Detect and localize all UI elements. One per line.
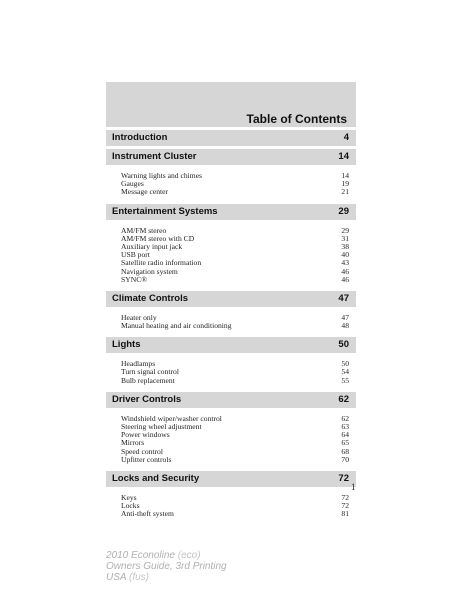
entry-page: 19 — [341, 179, 349, 189]
entry-title: Steering wheel adjustment — [121, 422, 202, 431]
entry-title: Navigation system — [121, 266, 178, 276]
entry-title: Auxiliary input jack — [121, 241, 183, 251]
entry-page: 31 — [341, 233, 349, 243]
entry-page: 40 — [341, 250, 349, 260]
entry-page: 46 — [341, 266, 349, 276]
footer-market: USA — [106, 572, 127, 583]
toc-section-header[interactable] — [106, 471, 356, 487]
entry-page: 55 — [341, 375, 349, 385]
entry-page: 62 — [341, 413, 349, 423]
toc-entry[interactable] — [106, 377, 356, 385]
footer-model-code: (eco) — [177, 550, 201, 561]
footer — [106, 550, 227, 583]
entry-title: Headlamps — [121, 359, 156, 369]
footer-line-2: Owners Guide, 3rd Printing — [106, 561, 227, 572]
section-title: Lights — [112, 339, 141, 351]
toc-section — [106, 337, 356, 392]
toc-section-header[interactable] — [106, 130, 356, 146]
entry-page: 43 — [341, 258, 349, 268]
toc-section-header[interactable] — [106, 204, 356, 220]
entry-title: Heater only — [121, 312, 157, 322]
toc-entry[interactable] — [106, 188, 356, 196]
entry-page: 81 — [341, 509, 349, 519]
entry-page: 29 — [341, 225, 349, 235]
entry-page: 64 — [341, 430, 349, 440]
section-page: 29 — [338, 205, 349, 217]
entry-page: 47 — [341, 312, 349, 322]
toc-section-header[interactable] — [106, 291, 356, 307]
toc-entry[interactable] — [106, 322, 356, 330]
entry-title: Power windows — [121, 430, 170, 440]
entry-title: Manual heating and air conditioning — [121, 321, 232, 331]
entry-page: 54 — [341, 367, 349, 377]
entry-page: 48 — [341, 321, 349, 331]
toc-section-header[interactable] — [106, 337, 356, 353]
entry-title: Locks — [121, 501, 140, 511]
entry-title: Upfitter controls — [121, 454, 172, 464]
entry-title: Gauges — [121, 179, 144, 189]
footer-market-code: (fus) — [128, 572, 149, 583]
entry-title: Speed control — [121, 446, 163, 456]
section-title: Climate Controls — [112, 292, 189, 304]
section-page: 4 — [343, 132, 349, 143]
section-page: 72 — [338, 472, 349, 484]
entry-title: Warning lights and chimes — [121, 171, 203, 180]
toc-section — [106, 392, 356, 471]
section-page: 50 — [338, 339, 349, 351]
section-title: Locks and Security — [112, 472, 200, 484]
section-page: 62 — [338, 393, 349, 405]
entry-title: USB port — [121, 250, 150, 260]
page-number: 1 — [351, 482, 356, 492]
section-page: 14 — [338, 151, 349, 162]
toc-section — [106, 130, 356, 149]
entry-title: AM/FM stereo — [121, 225, 167, 235]
entry-page: 70 — [341, 454, 349, 464]
section-title: Introduction — [112, 132, 168, 143]
footer-line-1 — [106, 550, 227, 561]
toc-section — [106, 204, 356, 291]
entry-title: Anti-theft system — [121, 509, 174, 519]
toc-list — [106, 130, 356, 526]
entry-title: Message center — [121, 187, 169, 197]
toc-entry[interactable] — [106, 276, 356, 284]
entry-page: 46 — [341, 274, 349, 284]
footer-model: 2010 Econoline — [106, 550, 175, 561]
entry-title: Mirrors — [121, 438, 145, 448]
footer-line-3 — [106, 572, 227, 583]
entry-title: Turn signal control — [121, 367, 179, 377]
entry-title: SYNC® — [121, 274, 148, 284]
entry-page: 63 — [341, 422, 349, 431]
entry-page: 72 — [341, 501, 349, 511]
entry-page: 38 — [341, 241, 349, 251]
toc-entry[interactable] — [106, 456, 356, 464]
toc-section — [106, 291, 356, 337]
entry-title: Windshield wiper/washer control — [121, 413, 222, 423]
section-title: Instrument Cluster — [112, 151, 197, 162]
toc-section — [106, 471, 356, 526]
entry-title: Satellite radio information — [121, 258, 202, 268]
entry-page: 65 — [341, 438, 349, 448]
toc-title-box — [106, 82, 356, 127]
entry-title: Keys — [121, 492, 137, 502]
entry-page: 72 — [341, 492, 349, 502]
section-title: Entertainment Systems — [112, 205, 218, 217]
toc-entry[interactable] — [106, 510, 356, 518]
entry-page: 68 — [341, 446, 349, 456]
toc-entry[interactable] — [106, 494, 356, 502]
toc-section-header[interactable] — [106, 392, 356, 408]
toc-section — [106, 149, 356, 204]
entry-page: 50 — [341, 359, 349, 369]
section-title: Driver Controls — [112, 393, 182, 405]
entry-page: 14 — [341, 171, 349, 180]
entry-title: AM/FM stereo with CD — [121, 233, 195, 243]
section-page: 47 — [338, 292, 349, 304]
entry-page: 21 — [341, 187, 349, 197]
toc-section-header[interactable] — [106, 149, 356, 165]
toc-title: Table of Contents — [246, 112, 347, 126]
entry-title: Bulb replacement — [121, 375, 175, 385]
